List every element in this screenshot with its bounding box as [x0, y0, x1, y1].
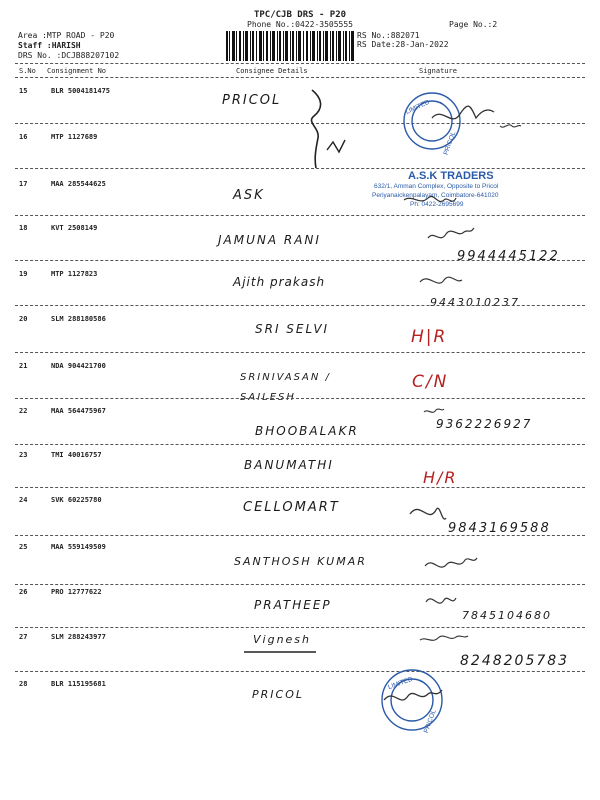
signature-scribble — [500, 125, 521, 127]
handwritten-consignee: Vignesh — [253, 633, 312, 646]
row-sno: 28 — [19, 680, 28, 688]
handwritten-phone: 9443010237 — [430, 296, 520, 309]
handwritten-consignee: SANTHOSH KUMAR — [234, 555, 367, 568]
row-consignment: MAA 285544625 — [51, 180, 106, 188]
col-consignee: Consignee Details — [236, 67, 308, 75]
row-consignment: MAA 564475967 — [51, 407, 106, 415]
row-sno: 17 — [19, 180, 28, 188]
handwritten-consignee: BHOOBALAKR — [255, 424, 359, 438]
sheet-title: TPC/CJB DRS - P20 — [253, 10, 347, 20]
svg-text:PRICOL: PRICOL — [422, 708, 438, 735]
row-sno: 27 — [19, 633, 28, 641]
row-sno: 24 — [19, 496, 28, 504]
row-consignment: SLM 288243977 — [51, 633, 106, 641]
col-consignment: Consignment No — [47, 67, 107, 75]
handwritten-consignee: BANUMATHI — [244, 458, 334, 472]
signature-scribble — [426, 598, 456, 603]
handwritten-consignee: Ajith prakash — [233, 275, 326, 289]
svg-text:LIMITED: LIMITED — [404, 98, 431, 116]
signature-scribble — [404, 196, 456, 201]
handwritten-consignee: SRINIVASAN / SAILESH — [240, 372, 331, 403]
row-sno: 20 — [19, 315, 28, 323]
stamp-company-name: A.S.K TRADERS — [408, 170, 494, 182]
handwritten-consignee: ASK — [233, 188, 265, 203]
row-consignment: TMI 40016757 — [51, 451, 102, 459]
staff-label: Staff :HARISH — [18, 41, 81, 50]
signature-scribble — [410, 508, 446, 519]
rs-number: RS No.:882071 — [357, 31, 420, 40]
row-consignment: BLR 115195681 — [51, 680, 106, 688]
handwritten-consignee: CELLOMART — [243, 500, 340, 515]
handwritten-consignee: SRI SELVI — [255, 322, 330, 336]
handwritten-phone: 8248205783 — [460, 653, 570, 669]
signature-scribble — [420, 636, 468, 640]
signature-scribble — [428, 228, 474, 238]
handwritten-phone: 9944445122 — [457, 249, 560, 264]
col-sno: S.No — [19, 67, 36, 75]
handwritten-consignee: PRATHEEP — [254, 598, 332, 612]
col-signature: Signature — [419, 67, 457, 75]
rs-date: RS Date:28-Jan-2022 — [357, 40, 449, 49]
drs-number: DRS No. :DCJB88207102 — [18, 51, 120, 60]
row-sno: 21 — [19, 362, 28, 370]
row-consignment: KVT 2508149 — [51, 224, 98, 232]
row-sno: 15 — [19, 87, 28, 95]
svg-text:LIMITED: LIMITED — [387, 675, 414, 692]
pricol-seal-bottom — [382, 670, 442, 734]
handwritten-phone: 7845104680 — [462, 609, 552, 622]
row-sno: 26 — [19, 588, 28, 596]
row-consignment: BLR 5004181475 — [51, 87, 111, 95]
handwritten-consignee: PRICOL — [222, 93, 282, 108]
stamp-phone: Ph: 0422-2695699 — [410, 201, 464, 208]
row-sno: 22 — [19, 407, 28, 415]
area-label: Area :MTP ROAD - P20 — [18, 31, 115, 40]
phone-number: Phone No.:0422-3505555 — [247, 20, 353, 29]
signature-scribble — [420, 277, 462, 283]
svg-text:PRICOL: PRICOL — [442, 130, 458, 156]
signature-scribble — [312, 90, 321, 168]
row-sno: 16 — [19, 133, 28, 141]
handwritten-status: H|R — [411, 327, 448, 347]
stamp-address-line1: 632/1, Amman Complex, Opposite to Pricol — [374, 183, 499, 190]
page-number: Page No.:2 — [449, 20, 498, 29]
signature-scribble — [425, 558, 477, 567]
handwritten-status: H/R — [423, 468, 458, 487]
row-consignment: PRO 12777622 — [51, 588, 102, 596]
handwritten-phone: 9843169588 — [448, 521, 551, 536]
handwritten-status: C/N — [412, 372, 449, 392]
handwritten-consignee: JAMUNA RANI — [218, 233, 321, 247]
row-consignment: NDA 904421700 — [51, 362, 106, 370]
handwritten-phone: 9362226927 — [436, 417, 533, 431]
row-consignment: MAA 559149509 — [51, 543, 106, 551]
row-consignment: MTP 1127689 — [51, 133, 98, 141]
row-sno: 23 — [19, 451, 28, 459]
signature-scribble — [424, 409, 444, 412]
row-sno: 18 — [19, 224, 28, 232]
row-consignment: SLM 288180586 — [51, 315, 106, 323]
pricol-seal-top — [404, 93, 460, 156]
row-consignment: SVK 60225780 — [51, 496, 102, 504]
row-consignment: MTP 1127823 — [51, 270, 98, 278]
row-sno: 19 — [19, 270, 28, 278]
row-sno: 25 — [19, 543, 28, 551]
handwritten-consignee: PRICOL — [252, 688, 304, 701]
signature-scribble — [432, 106, 494, 119]
signature-scribble — [327, 140, 345, 152]
stamp-address-line2: Periyanaickenpalayam, Coimbatore-641020 — [372, 192, 499, 199]
